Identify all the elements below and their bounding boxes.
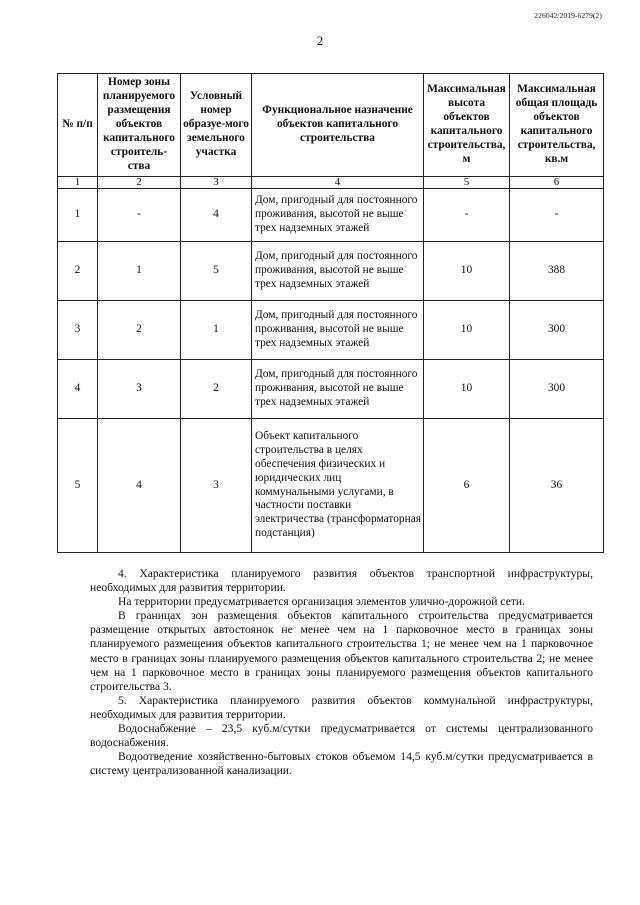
cell-height: - — [424, 189, 510, 242]
header-area: Максимальная общая площадь объектов капитального строительства, кв.м — [510, 74, 604, 177]
paragraph-drainage: Водоотведение хозяйственно-бытовых стоков объемом 14,5 куб.м/сутки предусматривается в систему централизованной канализации. — [90, 750, 593, 778]
cell-zone: 1 — [98, 242, 181, 301]
cell-zone: 2 — [98, 301, 181, 360]
page-number: 2 — [316, 33, 324, 48]
cell-height: 6 — [424, 419, 510, 553]
header-height: Максимальная высота объектов капитального строительства, м — [424, 74, 510, 177]
cell-height: 10 — [424, 301, 510, 360]
cell-plot: 3 — [181, 419, 252, 553]
table-header-row — [58, 74, 604, 177]
cell-number: 4 — [58, 360, 98, 419]
column-number: 5 — [424, 177, 510, 189]
body-text — [90, 567, 593, 778]
table-row — [58, 301, 604, 360]
column-number: 2 — [98, 177, 181, 189]
cell-number: 2 — [58, 242, 98, 301]
cell-function: Дом, пригодный для постоянного проживания, высотой не выше трех надземных этажей — [252, 189, 424, 242]
cell-zone: 4 — [98, 419, 181, 553]
cell-area: 300 — [510, 301, 604, 360]
header-function: Функциональное назначение объектов капитального строительства — [252, 74, 424, 177]
cell-zone: 3 — [98, 360, 181, 419]
header-zone: Номер зоны планируемого размещения объектов капитального строитель-ства — [98, 74, 181, 177]
paragraph-water-supply: Водоснабжение – 23,5 куб.м/сутки предусматривается от системы централизованного водоснабжения. — [90, 722, 593, 750]
cell-function: Дом, пригодный для постоянного проживания, высотой не выше трех надземных этажей — [252, 360, 424, 419]
table-row — [58, 189, 604, 242]
cell-area: - — [510, 189, 604, 242]
cell-number: 3 — [58, 301, 98, 360]
header-plot: Условный номер образуе-мого земельного участка — [181, 74, 252, 177]
cell-height: 10 — [424, 360, 510, 419]
paragraph-parking: В границах зон размещения объектов капитального строительства предусматривается размещение открытых автостоянок не менее чем на 1 парковочное место в границах зоны планируемого размещения объектов капитального строительства 1; не менее чем на 1 парковочное место в границах зоны планируемого размещения объектов капитального строительства 2; не менее чем на 1 парковочное место в границах зоны планируемого размещения объектов капитального строительства 3. — [90, 609, 593, 693]
column-number-row — [58, 177, 604, 189]
cell-number: 5 — [58, 419, 98, 553]
header-number: № п/п — [58, 74, 98, 177]
objects-table — [57, 73, 604, 553]
cell-area: 36 — [510, 419, 604, 553]
cell-area: 388 — [510, 242, 604, 301]
paragraph-transport-heading: 4. Характеристика планируемого развития объектов транспортной инфраструктуры, необходимых для развития территории. — [90, 567, 593, 595]
column-number: 3 — [181, 177, 252, 189]
cell-function: Дом, пригодный для постоянного проживания, высотой не выше трех надземных этажей — [252, 242, 424, 301]
cell-function: Объект капитального строительства в целях обеспечения физических и юридических лиц коммунальными услугами, в частности поставки электричества (трансформаторная подстанция) — [252, 419, 424, 553]
column-number: 4 — [252, 177, 424, 189]
cell-plot: 2 — [181, 360, 252, 419]
cell-number: 1 — [58, 189, 98, 242]
cell-zone: - — [98, 189, 181, 242]
cell-plot: 5 — [181, 242, 252, 301]
table-row — [58, 419, 604, 553]
cell-height: 10 — [424, 242, 510, 301]
column-number: 6 — [510, 177, 604, 189]
table-row — [58, 360, 604, 419]
paragraph-road-network: На территории предусматривается организация элементов улично-дорожной сети. — [118, 595, 526, 609]
column-number: 1 — [58, 177, 98, 189]
document-code: 226042/2019-6279(2) — [534, 11, 602, 20]
paragraph-utilities-heading: 5. Характеристика планируемого развития объектов коммунальной инфраструктуры, необходимых для развития территории. — [90, 693, 593, 721]
cell-plot: 1 — [181, 301, 252, 360]
cell-area: 300 — [510, 360, 604, 419]
table-row — [58, 242, 604, 301]
cell-plot: 4 — [181, 189, 252, 242]
cell-function: Дом, пригодный для постоянного проживания, высотой не выше трех надземных этажей — [252, 301, 424, 360]
